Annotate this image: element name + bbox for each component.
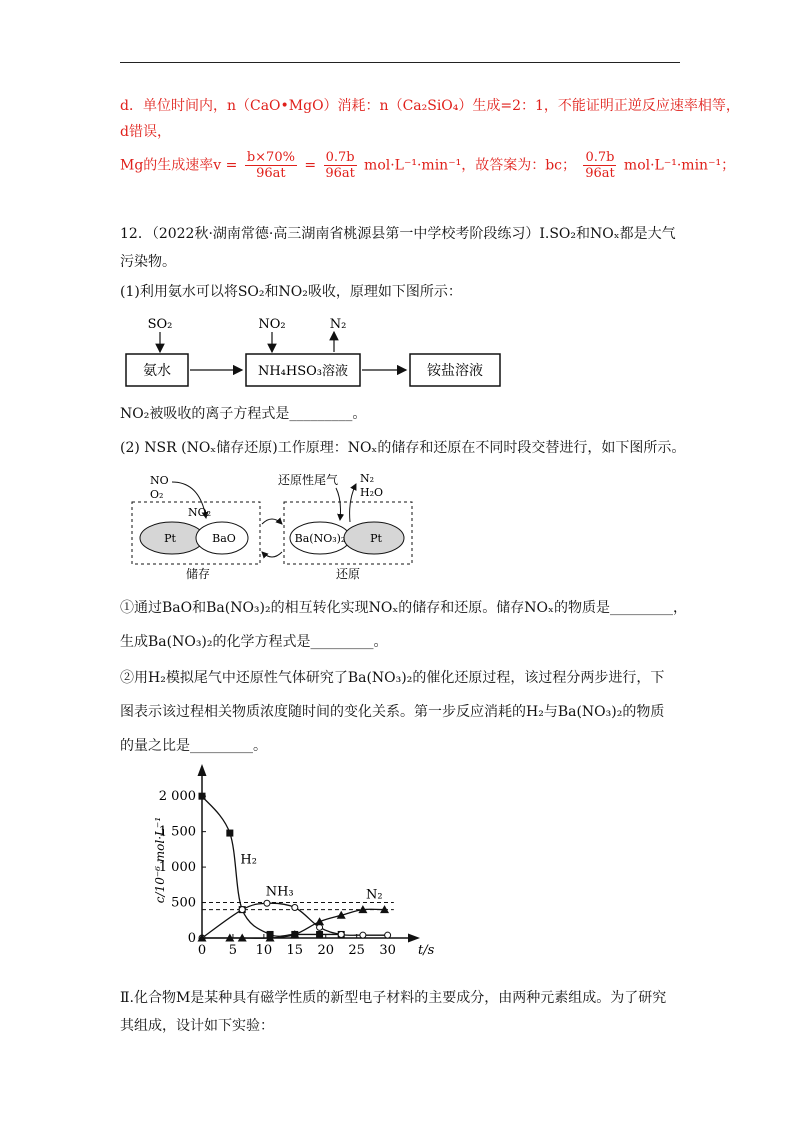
data-point-circle (360, 932, 366, 938)
x-tick-label: 0 (197, 943, 207, 958)
answer-rate-line (120, 150, 735, 181)
box-ammonia-label: 氨水 (143, 363, 171, 379)
unit-1: mol·L⁻¹·min⁻¹ (364, 157, 462, 174)
q12-sub-b-line-1: ②用H₂模拟尾气中还原性气体研究了Ba(NO₃)₂的催化还原过程，该过程分两步进行，下 (120, 670, 665, 686)
y-tick-label: 1 000 (158, 860, 196, 876)
data-point-circle (239, 907, 245, 913)
q12-part-2: (2) NSR (NOₓ储存还原)工作原理：NOₓ的储存和还原在不同时段交替进行，如下图所示。 (120, 440, 686, 456)
box-ammonium-salt-label: 铵盐溶液 (427, 363, 483, 379)
series-label: NH₃ (265, 884, 294, 900)
x-tick-label: 15 (286, 943, 304, 958)
fraction-3-den: 96at (585, 166, 615, 181)
storage-label: 储存 (185, 567, 211, 581)
unit-2: mol·L⁻¹·min⁻¹ (623, 157, 722, 174)
data-point-triangle (315, 917, 324, 925)
x-tick-label: 10 (255, 943, 273, 958)
fraction-1 (245, 150, 297, 181)
concentration-chart (150, 764, 450, 984)
x-tick-label: 25 (348, 943, 365, 958)
answer-end: ； (721, 157, 736, 174)
h2o-product-label: H₂O (360, 486, 384, 499)
fraction-2-den: 96at (325, 166, 355, 181)
pt1-label: Pt (164, 532, 176, 545)
equals-sign: = (304, 157, 317, 174)
data-point-circle (264, 900, 270, 906)
x-tick-label: 5 (228, 943, 238, 958)
part2-line-1: Ⅱ.化合物M是某种具有磁学性质的新型电子材料的主要成分，由两种元素组成。为了研究 (120, 990, 667, 1006)
q12-sub-b-line-2: 图表示该过程相关物质浓度随时间的变化关系。第一步反应消耗的H₂与Ba(NO₃)₂的物质 (120, 704, 665, 720)
y-tick-label: 1 500 (158, 824, 196, 840)
q12-stem-line-2: 污染物。 (120, 254, 176, 270)
no-label: NO (150, 474, 169, 487)
data-point-circle (338, 931, 344, 937)
answer-line-1: d．单位时间内，n（CaO•MgO）消耗：n（Ca₂SiO₄）生成=2：1，不能证明正逆反应速率相等， (120, 98, 740, 114)
q12-part-1: (1)利用氨水可以将SO₂和NO₂吸收，原理如下图所示： (120, 284, 462, 300)
so2-input-label: SO₂ (147, 317, 173, 332)
fraction-2 (324, 150, 357, 181)
fraction-3-num: 0.7b (585, 150, 615, 165)
q12-part-1-question: NO₂被吸收的离子方程式是_________。 (120, 406, 367, 422)
data-point-square (199, 793, 206, 800)
x-tick-label: 30 (379, 943, 396, 958)
fraction-1-num: b×70% (246, 150, 295, 165)
no2-input-label: NO₂ (258, 317, 286, 332)
series-label: H₂ (240, 852, 257, 868)
box-nh4hso3-label: NH₄HSO₃溶液 (257, 364, 349, 379)
ba-no3-label: Ba(NO₃)₂ (294, 532, 346, 545)
series-line (202, 796, 341, 936)
bao-label: BaO (212, 532, 236, 545)
q12-sub-a-line-1: ①通过BaO和Ba(NO₃)₂的相互转化实现NOₓ的储存和还原。储存NOₓ的物质是_________， (120, 600, 687, 616)
fraction-1-den: 96at (256, 166, 286, 181)
series-label: N₂ (365, 887, 383, 903)
reducing-gas-arrow (336, 488, 341, 520)
top-rule (120, 62, 680, 63)
data-point-circle (292, 905, 298, 911)
cycle-arrow-bottom (262, 552, 282, 557)
x-tick-label: 20 (317, 943, 335, 958)
y-tick-label: 0 (187, 931, 196, 946)
ammonia-flow-diagram (120, 312, 520, 392)
cycle-arrow-top (262, 519, 282, 524)
data-point-circle (317, 924, 323, 930)
pt2-label: Pt (370, 532, 382, 545)
x-axis-label: t/s (418, 943, 435, 958)
product-arrow (350, 484, 356, 522)
rate-prefix: Mg的生成速率v = (120, 157, 238, 174)
data-point-circle (385, 932, 391, 938)
n2-product-label: N₂ (360, 472, 375, 485)
y-axis-label: c/10⁻⁶ mol·L⁻¹ (153, 816, 167, 904)
answer-mid: ，故答案为：bc； (461, 157, 577, 174)
fraction-2-num: 0.7b (325, 150, 355, 165)
part2-line-2: 其组成，设计如下实验： (120, 1018, 274, 1034)
data-point-square (316, 931, 323, 938)
no2-mid-label: NO₂ (188, 506, 212, 519)
q12-sub-b-line-3: 的量之比是_________。 (120, 738, 267, 754)
q12-stem-line-1: 12．（2022秋·湖南常德·高三湖南省桃源县第一中学校考阶段练习）Ⅰ.SO₂和NOₓ都是大气 (120, 226, 676, 242)
reduction-label: 还原 (335, 567, 361, 581)
nsr-diagram (128, 470, 448, 582)
y-tick-label: 2 000 (158, 789, 196, 805)
n2-output-label: N₂ (329, 317, 347, 332)
data-point-square (226, 830, 233, 837)
fraction-3 (583, 150, 616, 181)
reducing-gas-label: 还原性尾气 (278, 473, 339, 487)
o2-label: O₂ (150, 488, 164, 501)
y-tick-label: 500 (171, 895, 196, 911)
answer-line-2: d错误， (120, 124, 171, 140)
q12-sub-a-line-2: 生成Ba(NO₃)₂的化学方程式是_________。 (120, 634, 388, 650)
